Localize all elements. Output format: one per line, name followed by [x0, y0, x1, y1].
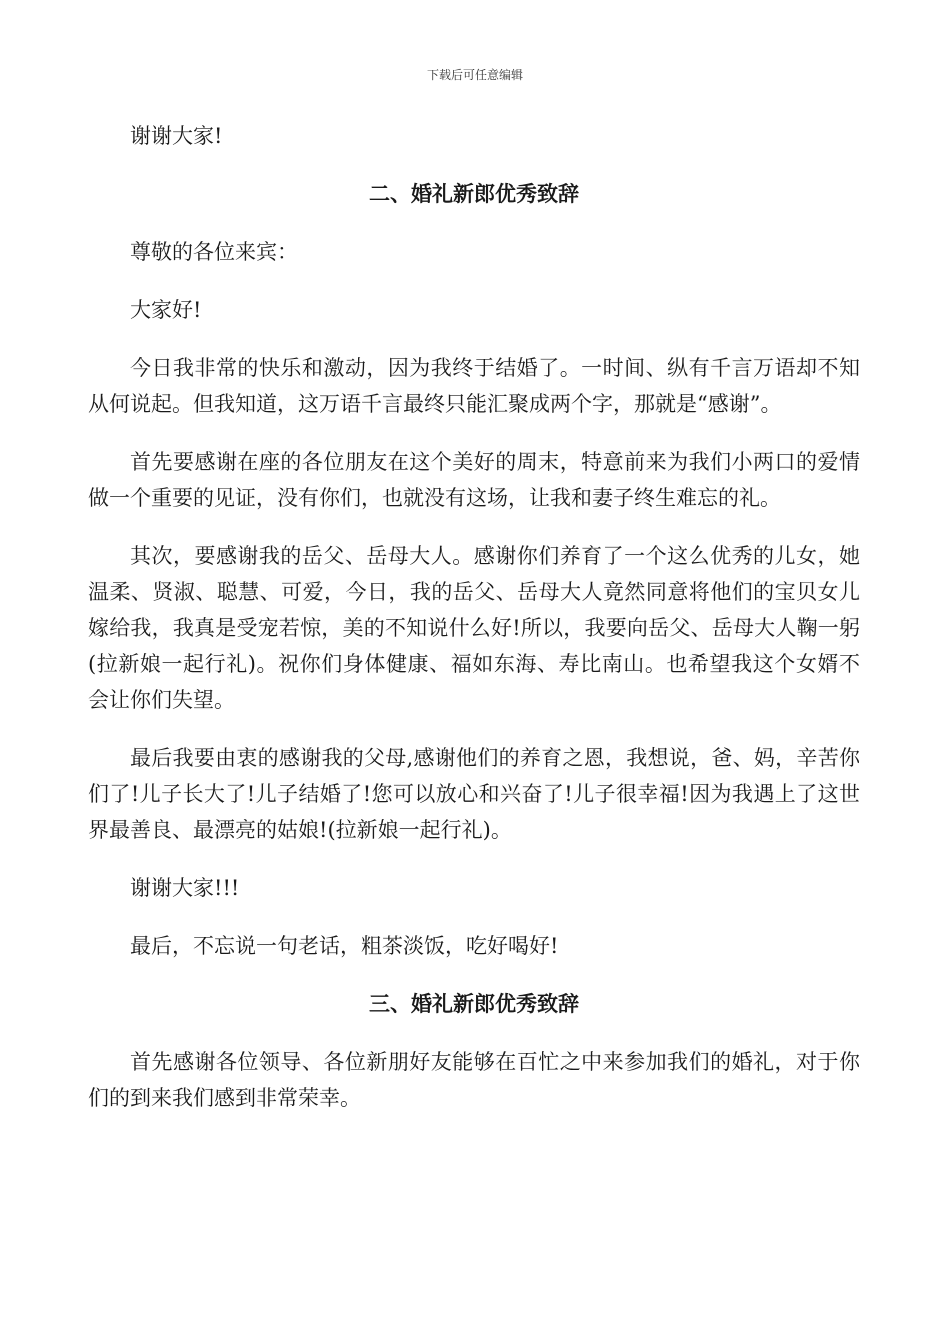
page-header-note: 下载后可任意编辑	[426, 68, 523, 82]
paragraph-happy: 今日我非常的快乐和激动，因为我终于结婚了。一时间、纵有千言万语却不知从何说起。但我知道，这万语千言最终只能汇聚成两个字，那就是“感谢”。	[88, 356, 860, 416]
paragraph-greeting: 大家好!	[130, 298, 202, 322]
paragraph-salutation: 尊敬的各位来宾：	[130, 240, 298, 264]
document-body	[88, 118, 860, 1138]
section-heading-2: 二、婚礼新郎优秀致辞	[369, 182, 579, 206]
paragraph-closing: 最后，不忘说一句老话，粗茶淡饭，吃好喝好!	[130, 934, 559, 958]
paragraph-thank-friends: 首先要感谢在座的各位朋友在这个美好的周末，特意前来为我们小两口的爱情做一个重要的见证，没有你们，也就没有这场，让我和妻子终生难忘的礼。	[88, 450, 860, 510]
paragraph-thank-parents: 最后我要由衷的感谢我的父母,感谢他们的养育之恩，我想说，爸、妈，辛苦你们了!儿子长大了!儿子结婚了!您可以放心和兴奋了!儿子很幸福!因为我遇上了这世界最善良、最漂亮的姑娘!(拉新娘一起行礼)。	[88, 746, 860, 842]
paragraph-thanks: 谢谢大家!	[130, 124, 223, 148]
section-heading-3: 三、婚礼新郎优秀致辞	[369, 992, 579, 1016]
paragraph-thank-leaders: 首先感谢各位领导、各位新朋好友能够在百忙之中来参加我们的婚礼，对于你们的到来我们感到非常荣幸。	[88, 1050, 860, 1110]
paragraph-thank-in-laws: 其次，要感谢我的岳父、岳母大人。感谢你们养育了一个这么优秀的儿女，她温柔、贤淑、聪慧、可爱，今日，我的岳父、岳母大人竟然同意将他们的宝贝女儿嫁给我，我真是受宠若惊，美的不知说什么好!所以，我要向岳父、岳母大人鞠一躬(拉新娘一起行礼)。祝你们身体健康、福如东海、寿比南山。也希望我这个女婿不会让你们失望。	[88, 544, 860, 712]
paragraph-thanks-all: 谢谢大家!!!	[130, 876, 240, 900]
